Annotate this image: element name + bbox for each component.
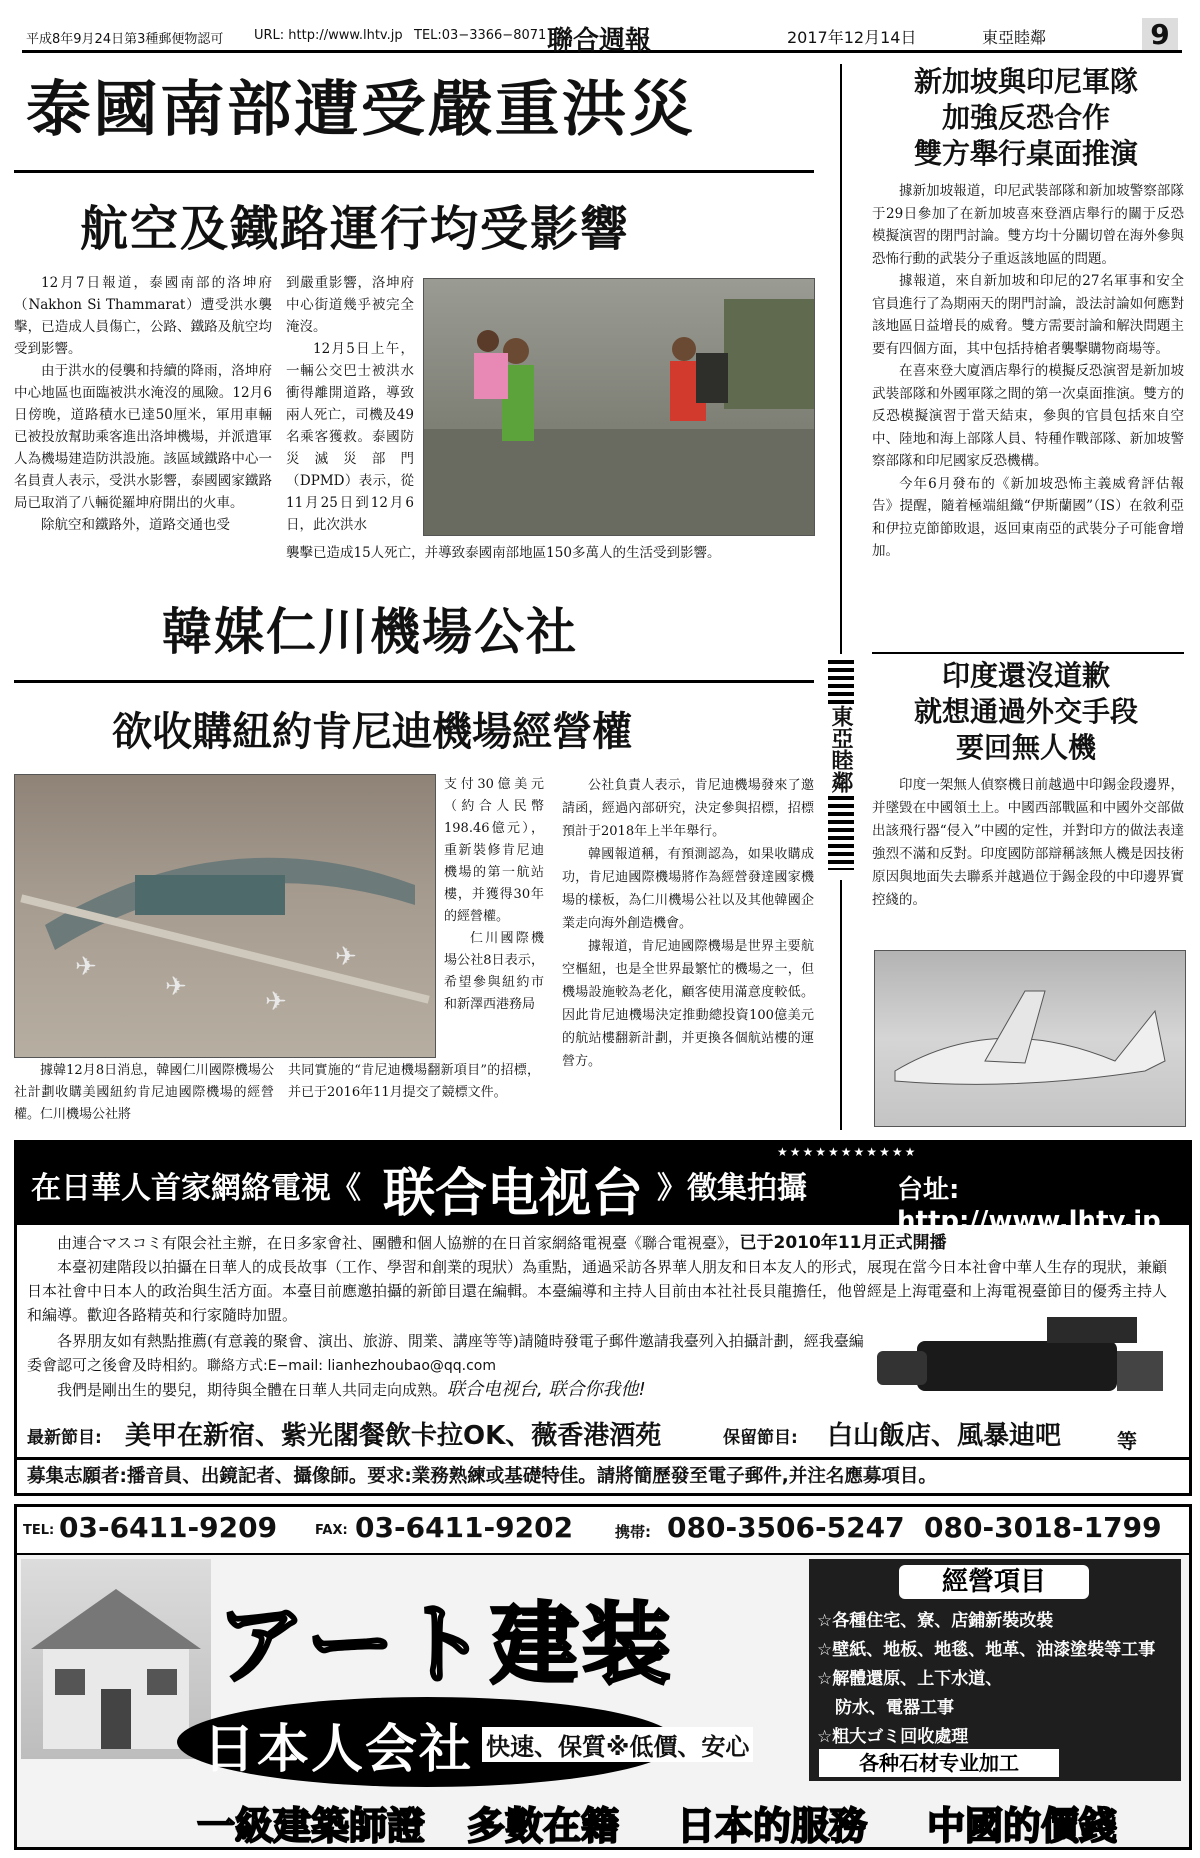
tel-label: TEL:: [23, 1523, 55, 1538]
airport-photo-illustration: [15, 775, 435, 1057]
headline-line: 要回無人機: [955, 731, 1096, 764]
flood-tail: 襲擊已造成15人死亡，并導致泰國南部地區150多萬人的生活受到影響。: [286, 545, 721, 561]
tv-ad: [14, 1140, 1192, 1496]
services-title: 經營項目: [899, 1565, 1089, 1599]
flood-photo-illustration: [424, 279, 814, 535]
house-roof: [31, 1589, 201, 1649]
terror-headline: [868, 64, 1184, 172]
airplane-icon: ✈: [75, 952, 97, 982]
house-window: [147, 1669, 177, 1695]
airport-column-mid-bottom: [288, 1060, 540, 1104]
paragraph: 今年6月發布的《新加坡恐怖主義威脅評估報告》提醒，隨着極端組織“伊斯蘭國”（IS）在敘利亞和伊拉克節節敗退，返回東南亞的武裝分子可能會增加。: [872, 475, 1184, 559]
volunteer-recruit: 募集志願者:播音員、出鏡記者、攝像師。要求:業務熟練或基礎特佳。請將簡歷發至電子郵件,并注名應募項目。: [17, 1457, 1189, 1491]
tv-ad-lead: 在日華人首家網絡電視《: [31, 1171, 361, 1206]
backpack: [696, 353, 728, 403]
postal-permit: 平成8年9月24日第3種郵便物認可: [26, 32, 224, 47]
woman-head: [672, 337, 696, 361]
tv-ad-banner: [17, 1143, 1189, 1236]
tv-ad-trail: 》徵集拍攝: [657, 1171, 807, 1206]
video-camera-icon: [867, 1311, 1177, 1401]
tv-invite: 各界朋友如有熱點推薦(有意義的聚會、演出、旅游、閒業、講座等等)請隨時發電子郵件邀請我臺列入拍攝計劃，經我臺編委會認可之後會及時相約。: [27, 1332, 864, 1374]
terror-body: [872, 180, 1184, 563]
drone-headline: [868, 658, 1184, 766]
section-name: 東亞睦鄰: [982, 28, 1047, 47]
column-divider: [840, 64, 842, 654]
headline-line: 加強反恐合作: [941, 101, 1110, 134]
paragraph: 公社負責人表示，肯尼迪機場發來了邀請函，經過內部研究，決定參與招標，招標預計于2018年上半年舉行。: [562, 778, 814, 839]
paragraph: 韓國報道稱，有預測認為，如果收購成功，肯尼迪國際機場將作為經營發達國家機場的樣板，為仁川機場公社以及其他韓國企業走向海外創造機會。: [562, 847, 814, 931]
trees: [724, 299, 814, 409]
tv-address[interactable]: 台址: http://www.lhtv.jp: [897, 1175, 1161, 1236]
reserve-programs: 白山飯店、風暴迪吧: [827, 1421, 1062, 1451]
paragraph: 除航空和鐵路外，道路交通也受: [41, 517, 230, 533]
tv-slogan: 联合电视台, 联合你我他!: [447, 1379, 646, 1400]
contact-bar: [17, 1507, 1189, 1555]
airport-photo: [14, 774, 436, 1058]
headline-line: 印度還沒道歉: [941, 659, 1110, 692]
footer-license: 一級建築師證: [197, 1803, 426, 1848]
footer-staff: 多數在籍: [467, 1803, 620, 1848]
airplane-icon: ✈: [165, 972, 187, 1002]
mobile-numbers[interactable]: 080-3506-5247 080-3018-1799: [667, 1511, 1162, 1544]
airport-headline: 韓媒仁川機場公社: [162, 603, 578, 661]
airport-column-right: [562, 774, 814, 1073]
paragraph: 支付30億美元（約合人民幣198.46億元），重新裝修肯尼迪機場的第一航站樓，并獲得30年的經營權。: [444, 777, 544, 924]
service-item: ☆解體還原、上下水道、: [817, 1669, 1003, 1689]
paragraph: 由于洪水的侵襲和持續的降雨，洛坤府中心地區也面臨被洪水淹沒的風險。12月6日傍晚，道路積水已達50厘米，軍用車輛已被投放幫助乘客進出洛坤機場，并派遣軍人為機場建造防洪設施。該區域鐵路中心一名員責人表示，受洪水影響，泰國國家鐵路局已取消了八輛從羅坤府開出的火車。: [14, 363, 272, 511]
drone-illustration: [875, 951, 1185, 1126]
tv-ad-contact-block: [27, 1329, 867, 1402]
star-decoration: ★★★★★★★★★★★: [777, 1145, 918, 1159]
camera-body: [917, 1341, 1117, 1391]
divider: [14, 680, 814, 683]
tv-launch-date: 已于2010年11月正式開播: [739, 1233, 947, 1253]
masthead-tel: TEL:03−3366−8071: [414, 28, 547, 43]
flood-column-1: [14, 272, 272, 562]
divider: [872, 652, 1184, 654]
service-item: ☆各種住宅、寮、店鋪新裝改裝: [817, 1611, 1054, 1631]
tv-contact-email[interactable]: 聯絡方式:E−mail: lianhezhoubao@qq.com: [207, 1358, 497, 1374]
camera-screen: [1117, 1351, 1163, 1391]
headline-line: 雙方舉行桌面推演: [913, 137, 1138, 170]
reno-footer: [197, 1793, 1187, 1848]
paragraph: 據報道，肯尼迪國際機場是世界主要航空樞紐，也是全世界最繁忙的機場之一，但機場設施較為老化，顧客使用滿意度較低。因此肯尼迪機場決定推動總投資100億美元的航站樓翻新計劃，并更換各個航站樓的運營方。: [562, 939, 814, 1069]
airport-subheadline: 欲收購紐約肯尼迪機場經營權: [112, 708, 632, 755]
house-door: [101, 1689, 131, 1749]
side-section-label: 東亞睦鄰: [828, 705, 854, 793]
headline-line: 新加坡與印尼軍隊: [913, 65, 1138, 98]
paragraph: 12月7日報道，泰國南部的洛坤府（Nakhon Si Thammarat）遭受洪水襲擊，已造成人員傷亡，公路、鐵路及航空均受到影響。: [14, 275, 272, 357]
service-item: ☆粗大ゴミ回收處理: [817, 1727, 969, 1747]
latest-label: 最新節目:: [27, 1428, 102, 1448]
reserve-label: 保留節目:: [723, 1428, 798, 1448]
headline-line: 就想通過外交手段: [913, 695, 1138, 728]
tv-brand: 联合电视台: [383, 1164, 644, 1224]
paragraph: 共同實施的“肯尼迪機場翻新項目”的招標，并已于2016年11月提交了競標文件。: [288, 1063, 540, 1100]
tv-description: 本臺初建階段以拍攝在日華人的成長故事（工作、學習和創業的現狀）為重點，通過采訪各界華人朋友和日本友人的形式，展現在當今日本社會中華人生存的現狀，兼顧日本社會中日本人的政治與生活方面。本臺目前應邀拍攝的新節目還在編輯。本臺編導和主持人目前由本社社長貝龍擔任，他曾經是上海電臺和上海電視臺節目的優秀主持人和編導。歡迎各路精英和行家隨時加盟。: [27, 1258, 1168, 1324]
drone-photo: [874, 950, 1186, 1127]
renovation-ad: [14, 1504, 1192, 1850]
page-number: 9: [1142, 18, 1178, 50]
flood-headline: 泰國南部遭受嚴重洪災: [26, 75, 696, 145]
tv-closing: 我們是剛出生的嬰兒，期待與全體在日華人共同走向成熟。: [57, 1381, 448, 1399]
masthead: [22, 18, 1182, 56]
issue-date: 2017年12月14日: [787, 28, 917, 47]
flood-column-2: [286, 272, 414, 542]
company-tagline: 快速、保質※低價、安心: [482, 1727, 753, 1762]
service-item: ☆壁紙、地板、地毯、地革、油漆塗裝等工事: [817, 1640, 1156, 1660]
house-window: [55, 1669, 85, 1695]
fax-number: 03-6411-9202: [355, 1511, 574, 1544]
footer-service: 日本的服務: [677, 1803, 868, 1848]
child-pink-dress: [474, 353, 508, 399]
company-type: 日本人会社: [203, 1719, 474, 1780]
airport-column-mid-top: [444, 774, 544, 1016]
fax-label: FAX:: [315, 1523, 348, 1538]
terminal-building: [135, 875, 285, 915]
paper-name: 聯合週報: [547, 26, 652, 56]
house-photo: [21, 1559, 211, 1759]
service-item: 防水、電器工事: [835, 1698, 954, 1718]
paragraph: 據新加坡報道，印尼武裝部隊和新加坡警察部隊于29日參加了在新加坡喜來登酒店舉行的關于反恐模擬演習的閉門討論。雙方均十分關切曾在海外參與恐怖行動的武裝分子重返該地區的問題。: [872, 183, 1184, 267]
camera-illustration: [867, 1311, 1177, 1401]
airplane-icon: ✈: [335, 942, 357, 972]
footer-price: 中國的價錢: [927, 1803, 1118, 1848]
company-brand: アート建装: [217, 1592, 675, 1696]
services-box: [809, 1559, 1181, 1781]
paragraph: 據韓12月8日消息，韓國仁川國際機場公社計劃收購美國紐約肯尼迪國際機場的經營權。仁川機場公社將: [14, 1063, 274, 1122]
flood-subheadline: 航空及鐵路運行均受影響: [80, 201, 631, 257]
child-head: [477, 330, 499, 352]
stone-processing: 各种石材专业加工: [819, 1749, 1059, 1777]
drone-body: [872, 774, 1184, 912]
mobile-label: 携帯:: [615, 1523, 651, 1541]
tel-number[interactable]: 03-6411-9209: [59, 1511, 278, 1544]
floodwater: [424, 429, 814, 535]
masthead-url[interactable]: URL: http://www.lhtv.jp: [254, 28, 403, 43]
camera-handle: [1047, 1317, 1137, 1343]
reserve-tail: 等: [1117, 1429, 1137, 1453]
paragraph: 在喜來登大廈酒店舉行的模擬反恐演習是新加坡武裝部隊和外國軍隊之間的第一次桌面推演。雙方的反恐模擬演習于當天結束，參與的官員包括來自空中、陸地和海上部隊人員、特種作戰部隊、新加坡警察部隊和印尼國家反恐機構。: [872, 363, 1184, 469]
paragraph: 印度一架無人偵察機日前越過中印錫金段邊界，并墜毀在中國領土上。中國西部戰區和中國外交部做出該飛行器“侵入”中國的定性，并對印方的做法表達強烈不滿和反對。印度國防部辯稱該無人機是因技術原因與地面失去聯系并越過位于錫金段的中印邊界實控綫的。: [872, 777, 1184, 908]
column-divider: [840, 880, 842, 1130]
latest-programs: 美甲在新宿、紫光閣餐飲卡拉OK、薇香港酒苑: [125, 1421, 662, 1451]
flood-photo: [423, 278, 815, 536]
paragraph: 到嚴重影響，洛坤府中心街道幾乎被完全淹沒。: [286, 275, 414, 335]
house-illustration: [21, 1559, 211, 1759]
camera-lens: [877, 1351, 927, 1385]
paragraph: 據報道，來自新加坡和印尼的27名軍事和安全官員進行了為期兩天的閉門討論，設法討論如何應對該地區日益增長的威脅。雙方需要討論和解決問題主要有四個方面，其中包括持槍者襲擊購物商場等。: [872, 273, 1184, 357]
paragraph: 仁川國際機場公社8日表示，希望參與紐約市和新澤西港務局: [444, 931, 544, 1012]
airport-column-left: [14, 1060, 274, 1126]
paragraph: 12月5日上午，一輛公交巴士被洪水衝得離開道路，導致兩人死亡，司機及49名乘客獲救。泰國防災滅災部門（DPMD）表示，從11月25日到12月6日，此次洪水: [286, 341, 414, 533]
airplane-icon: ✈: [265, 987, 287, 1017]
program-bar: [17, 1411, 1189, 1455]
tv-intro: 由連合マスコミ有限会社主辦，在日多家會社、團體和個人協辦的在日首家網絡電視臺《聯合電視臺》，: [57, 1234, 740, 1252]
divider: [14, 170, 814, 173]
services-list: [817, 1607, 1177, 1752]
